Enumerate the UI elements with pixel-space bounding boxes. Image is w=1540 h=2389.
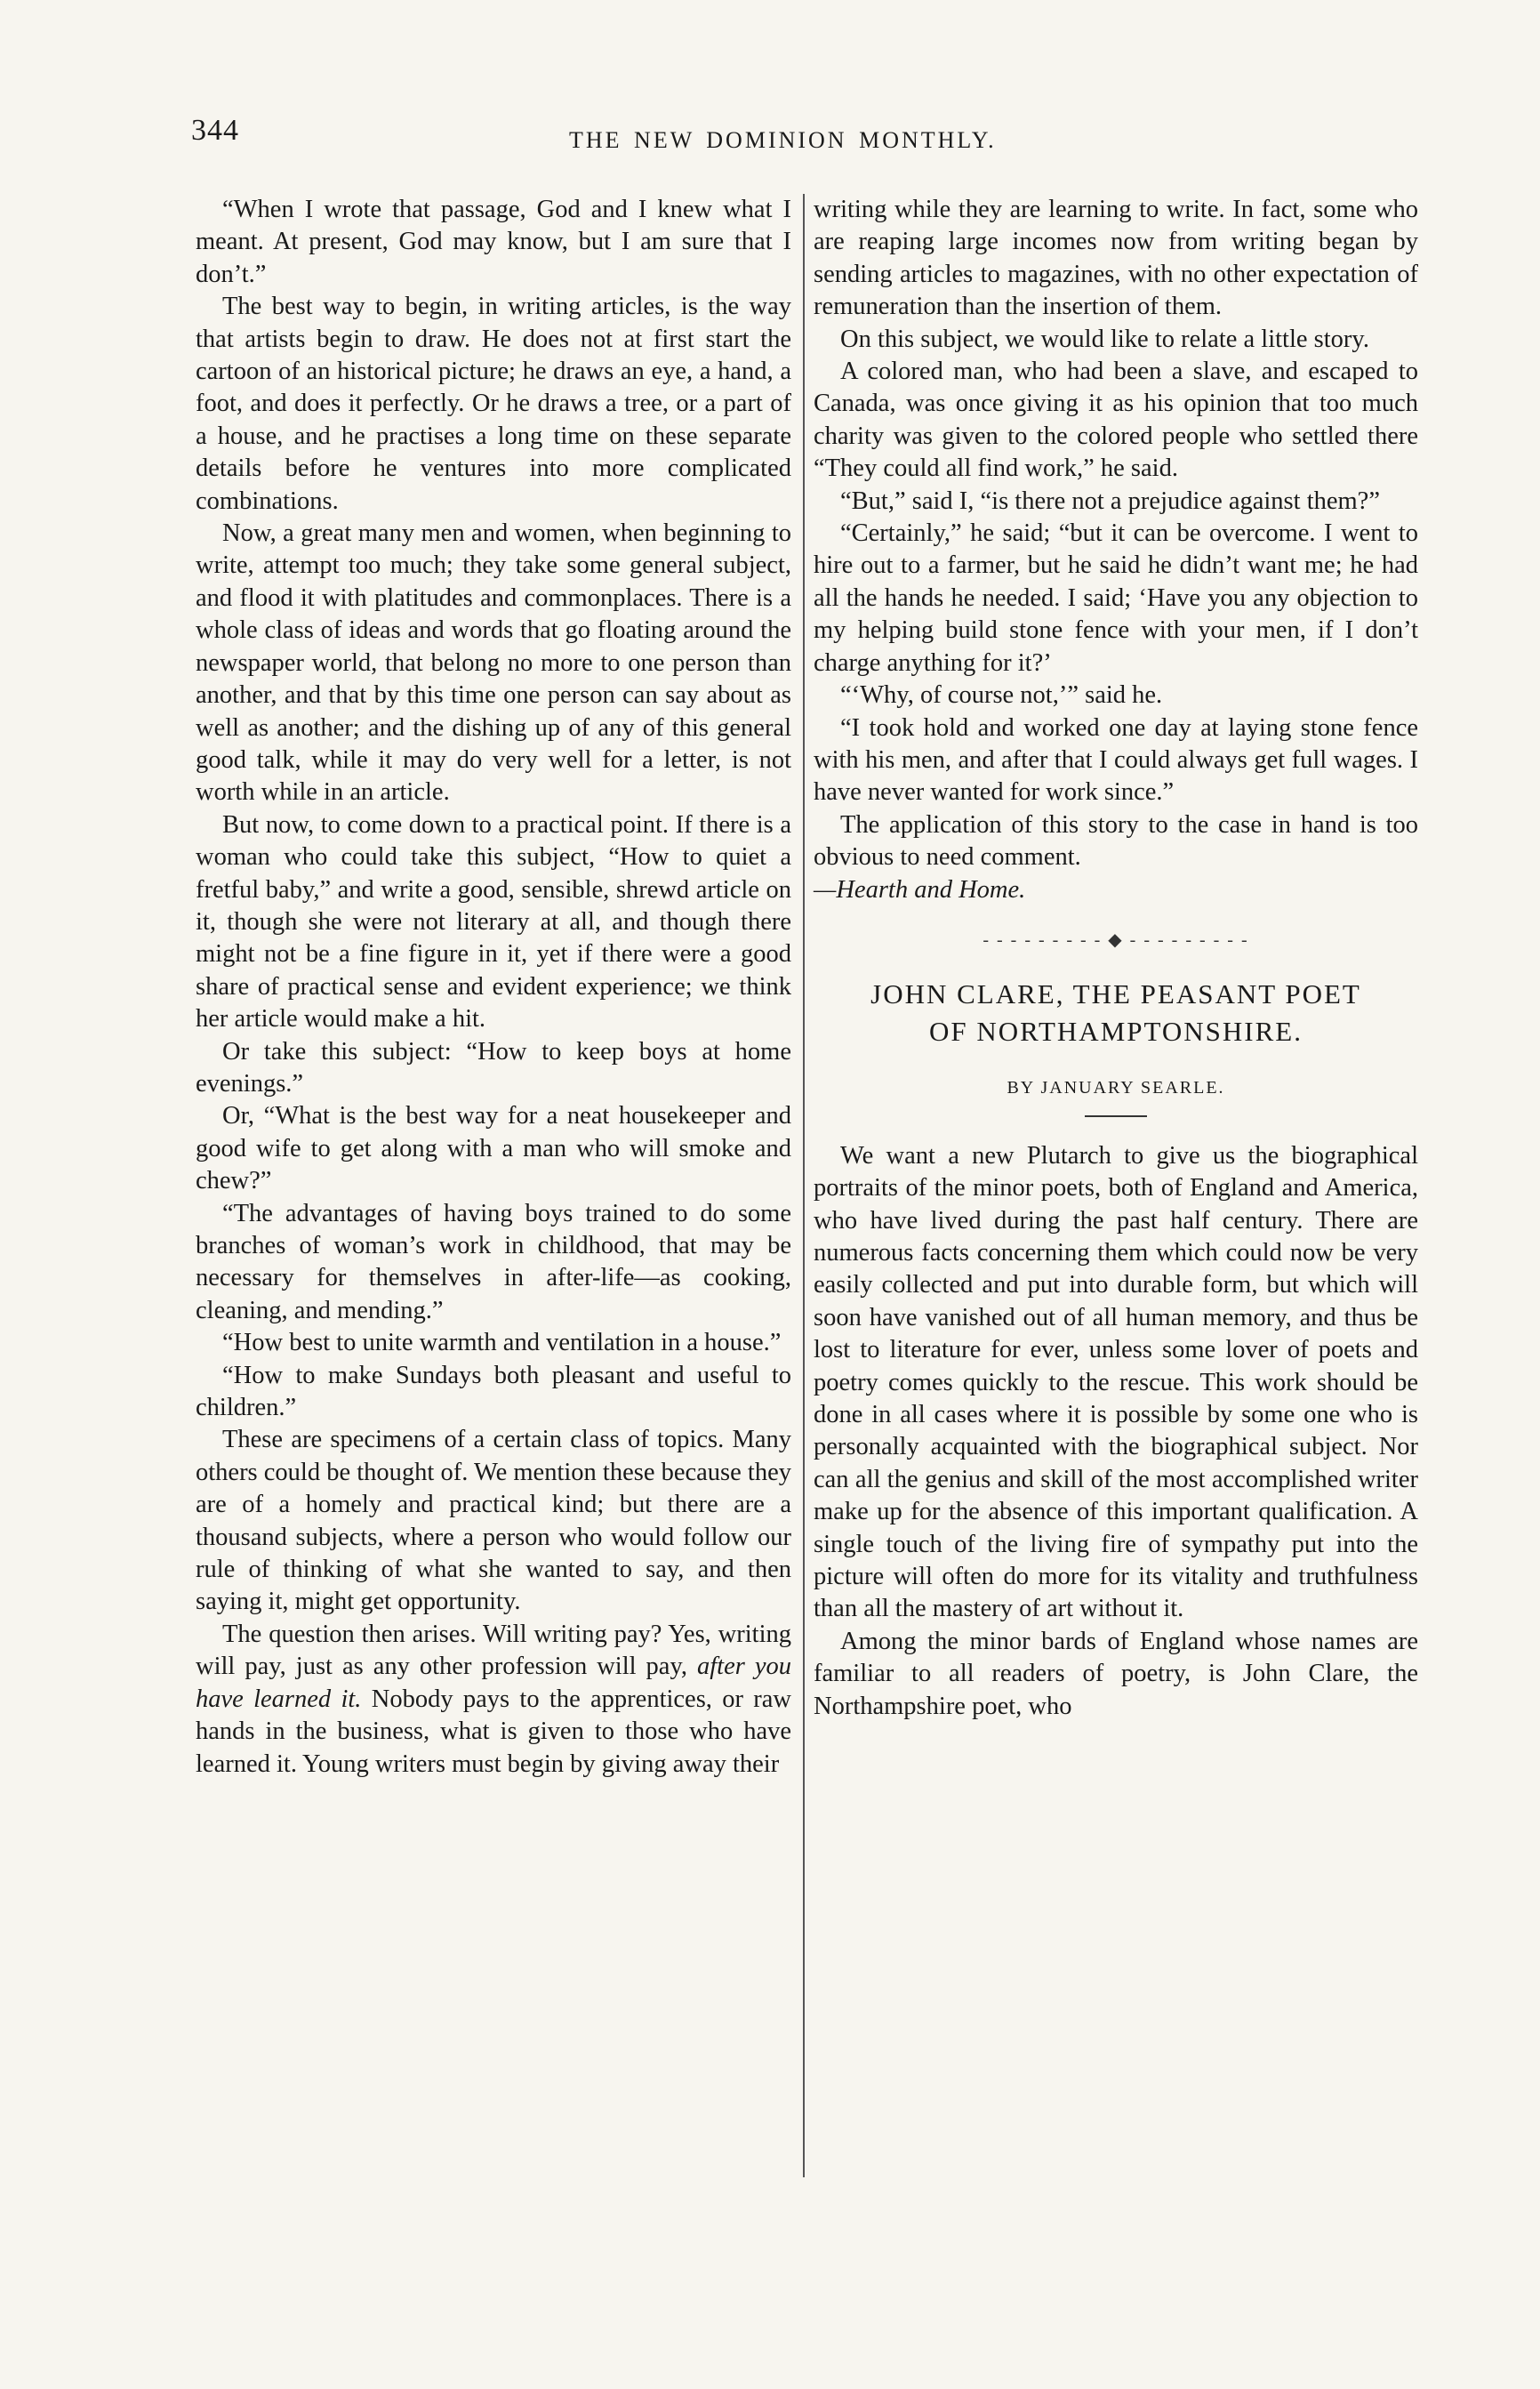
paragraph: “How to make Sundays both pleasant and useful to children.” xyxy=(196,1361,791,1422)
text-span: Nobody pays to the apprentices, or raw hands in the business, what is given to those who have learned it. Young writers must begin by giving away their xyxy=(196,1685,791,1778)
paragraph: Or take this subject: “How to keep boys at home evenings.” xyxy=(196,1037,791,1098)
paragraph: But now, to come down to a practical point. If there is a woman who could take this subject, “How to quiet a fretful baby,” and write a good, sensible, shrewd article on it, though she were not literary at all, and though there might not be a fine figure in it, yet if there were a good share of practical sense and evident experience; we think her article would make a hit. xyxy=(196,810,791,1034)
column-rule xyxy=(803,194,805,2177)
paragraph: These are specimens of a certain class of topics. Many others could be thought of. We mention these because they are of a homely and practical kind; but there are a thousand subjects, where a person who would follow our rule of thinking of what she wanted to say, and then saying it, might get opportunity. xyxy=(196,1426,791,1616)
paragraph-will-writing-pay xyxy=(196,1619,791,1781)
paragraph: “Certainly,” he said; “but it can be overcome. I went to hire out to a farmer, but he said he didn’t want me; he had all the hands he needed. I said; ‘Have you any objection to my helping build stone fence with your men, if I don’t charge anything for it?’ xyxy=(814,519,1418,677)
article-title-line: JOHN CLARE, THE PEASANT POET xyxy=(870,978,1361,1010)
source-attribution: —Hearth and Home. xyxy=(814,875,1026,904)
continued-paragraph: writing while they are learning to write. In fact, some who are reaping large incomes now from writing began by sending articles to magazines, with no other expectation of remuneration than the insertion of them. xyxy=(814,196,1418,321)
section-divider: - - - - - - - - - ◆ - - - - - - - - - xyxy=(983,929,1249,950)
paragraph: We want a new Plutarch to give us the biographical portraits of the minor poets, both of England and America, who have lived during the past half century. There are numerous facts concerning them which could now be very easily collected and put into durable form, but which will soon have vanished out of all human memory, and thus be lost to literature for ever, unless some lover of poets and poetry comes quickly to the rescue. This work should be done in all cases where it is possible by some one who is personally acquainted with the biographical subject. Nor can all the genius and skill of the most accomplished writer make up for the absence of this important qualification. A single touch of the living fire of sympathy put into the picture will often do more for its vitality and truthfulness than all the mastery of art without it. xyxy=(814,1141,1418,1623)
paragraph: “I took hold and worked one day at laying stone fence with his men, and after that I could always get full wages. I have never wanted for work since.” xyxy=(814,713,1418,807)
paragraph: The application of this story to the case in hand is too obvious to need comment. xyxy=(814,810,1418,872)
running-head: THE NEW DOMINION MONTHLY. xyxy=(569,127,997,153)
paragraph: “How best to unite warmth and ventilation in a house.” xyxy=(222,1329,782,1357)
article-title xyxy=(814,976,1418,1050)
paragraph: “‘Why, of course not,’” said he. xyxy=(840,681,1163,710)
paragraph: On this subject, we would like to relate a little story. xyxy=(840,325,1369,353)
byline-rule xyxy=(1085,1115,1147,1117)
paragraph: “The advantages of having boys trained to do some branches of woman’s work in childhood, that may be necessary for themselves in after-life—as cooking, cleaning, and mending.” xyxy=(196,1199,791,1324)
paragraph: Among the minor bards of England whose names are familiar to all readers of poetry, is John Clare, the Northampshire poet, who xyxy=(814,1627,1418,1720)
italic-phrase: after you have learned it. xyxy=(196,1653,791,1713)
paragraph: “But,” said I, “is there not a prejudice against them?” xyxy=(840,487,1380,515)
paragraph: The best way to begin, in writing articles, is the way that artists begin to draw. He does not at first start the cartoon of an historical picture; he draws an eye, a hand, a foot, and does it perfectly. Or he draws a tree, or a part of a house, and he practises a long time on these separate details before he ventures into more complicated combinations. xyxy=(196,293,791,515)
paragraph: Now, a great many men and women, when beginning to write, attempt too much; they take some general subject, and flood it with platitudes and commonplaces. There is a whole class of ideas and words that go floating around the newspaper world, that belong no more to one person than another, and that by this time one person can say about as well as another; and the dishing up of any of this general good talk, while it may do very well for a letter, is not worth while in an article. xyxy=(196,519,791,807)
page-number: 344 xyxy=(191,114,239,147)
right-column xyxy=(814,194,1418,1723)
paragraph: A colored man, who had been a slave, and escaped to Canada, was once giving it as his opinion that too much charity was given to the colored people who settled there “They could all find work,” he said. xyxy=(814,358,1418,483)
paragraph: Or, “What is the best way for a neat housekeeper and good wife to get along with a man who will smoke and chew?” xyxy=(196,1102,791,1195)
left-column xyxy=(196,194,791,1781)
text-span: The question then arises. Will writing pay? Yes, writing will pay, just as any other profession will pay, xyxy=(196,1620,791,1681)
byline: BY JANUARY SEARLE. xyxy=(1007,1078,1225,1098)
article-title-line: OF NORTHAMPTONSHIRE. xyxy=(929,1016,1303,1048)
paragraph: “When I wrote that passage, God and I knew what I meant. At present, God may know, but I am sure that I don’t.” xyxy=(196,196,791,288)
